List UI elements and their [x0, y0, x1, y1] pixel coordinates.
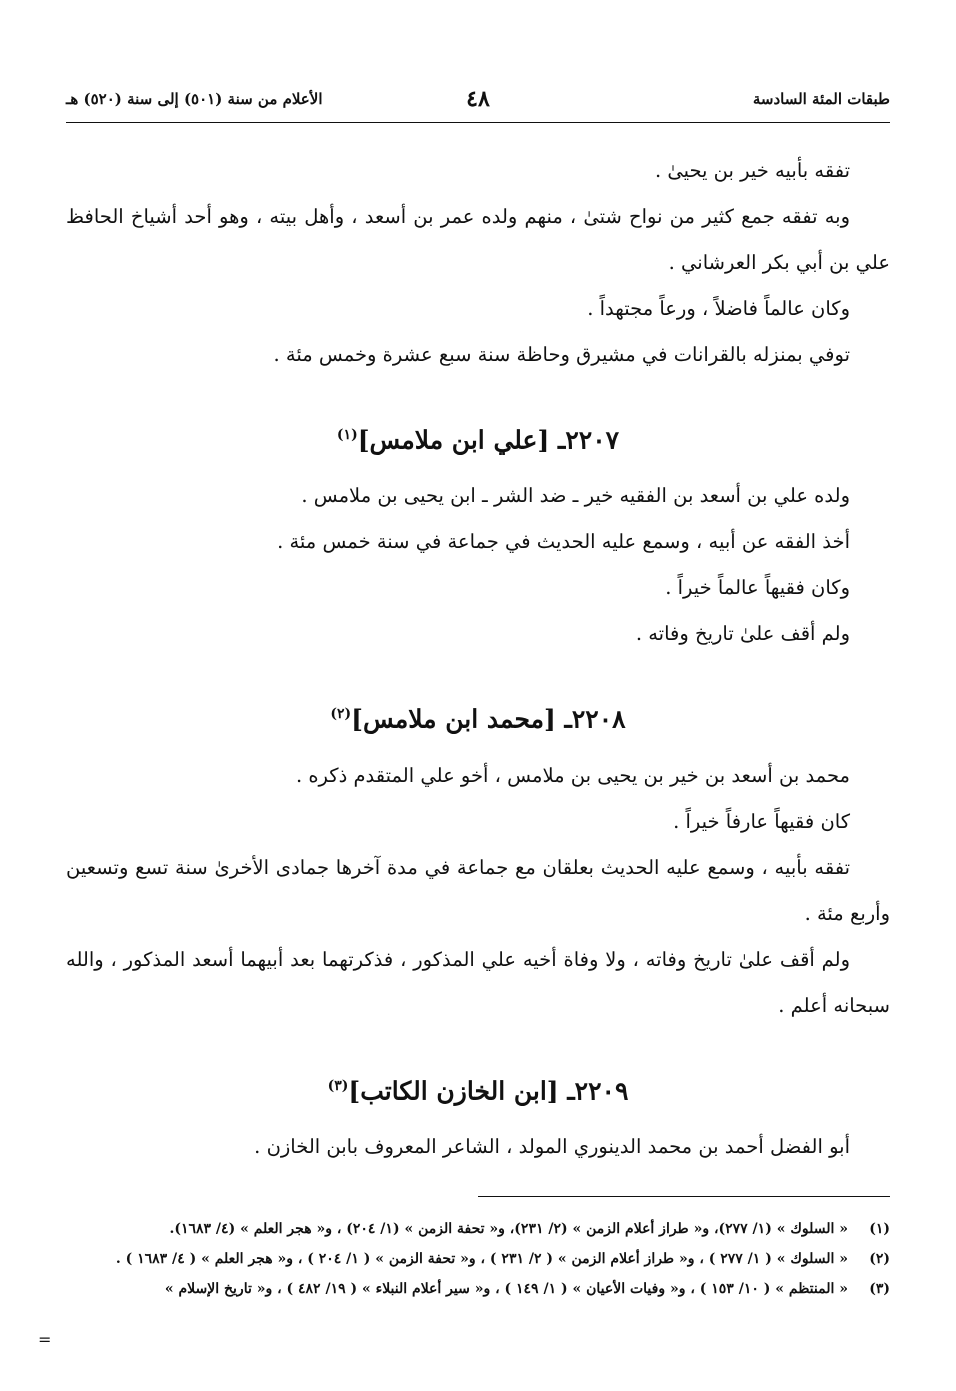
paragraph: أخذ الفقه عن أبيه ، وسمع عليه الحديث في جماعة في سنة خمس مئة .: [277, 530, 850, 554]
header-volume-range: الأعلام من سنة (٥٠١) إلى سنة (٥٢٠) هـ: [66, 90, 323, 108]
footnote-text: « السلوك » ( ١/ ٢٧٧ ) ، و« طراز أعلام الزمن » ( ٢/ ٢٣١ ) ، و« تحفة الزمن » ( ١/ ٢٠٤ ) ، و« هجر العلم » ( ٤/ ١٦٨٣ ) .: [115, 1251, 848, 1267]
paragraph: وكان فقيهاً عالماً خيراً .: [665, 576, 850, 600]
paragraph: توفي بمنزله بالقرانات في مشيرق وحاظة سنة سبع عشرة وخمس مئة .: [273, 343, 850, 366]
footnotes: [60, 1214, 890, 1304]
footnote-number: (١): [869, 1221, 890, 1237]
paragraph: وكان عالماً فاضلاً ، ورعاً مجتهداً .: [587, 297, 850, 320]
header-rule: [66, 122, 890, 123]
footnote-rule: [478, 1196, 890, 1197]
paragraph: ولم أقف علىٰ تاريخ وفاته ، ولا وفاة أخيه علي المذكور ، فذكرتهما بعد أبيهما أسعد المذكور ، والله سبحانه أعلم .: [66, 947, 890, 1017]
footnote-text: « السلوك » (١/ ٢٧٧)، و« طراز أعلام الزمن » (٢/ ٢٣١)، و« تحفة الزمن » (١/ ٢٠٤) ، و« هجر العلم » (٤/ ١٦٨٣).: [169, 1221, 848, 1237]
continuation-mark: =: [38, 1330, 52, 1349]
page-body: [66, 148, 890, 1170]
entry-title-2208: [66, 691, 890, 742]
paragraph: أبو الفضل أحمد بن محمد الدينوري المولد ، الشاعر المعروف بابن الخازن .: [254, 1134, 850, 1158]
paragraph: تفقه بأبيه خير بن يحيىٰ .: [654, 159, 850, 182]
paragraph: محمد بن أسعد بن خير بن يحيى بن ملامس ، أخو علي المتقدم ذكره .: [295, 763, 850, 787]
footnote-ref: (٣): [327, 1077, 349, 1094]
footnote-ref: (١): [336, 427, 358, 443]
header-book-title: طبقات المئة السادسة: [752, 90, 890, 108]
entry-title-text: ٢٢٠٩ـ [ابن الخازن الكاتب]: [348, 1075, 629, 1105]
entry-title-2207: [66, 412, 890, 463]
entry-title-text: ٢٢٠٧ـ [علي ابن ملامس]: [357, 425, 620, 455]
footnote-1: [60, 1214, 890, 1244]
page-number: ٤٨: [466, 86, 490, 112]
paragraph: وبه تفقه جمع كثير من نواح شتىٰ ، منهم ولده عمر بن أسعد ، وأهل بيته ، وهو أحد أشياخ الحافظ علي بن أبي بكر العرشاني .: [66, 205, 890, 274]
paragraph: ولده علي بن أسعد بن الفقيه خير ـ ضد الشر ـ ابن يحيى بن ملامس .: [301, 484, 850, 508]
paragraph: تفقه بأبيه ، وسمع عليه الحديث بعلقان مع جماعة في مدة آخرها جمادى الأخرىٰ سنة تسع وتسعين وأربع مئة .: [66, 855, 890, 925]
paragraph: ولم أقف علىٰ تاريخ وفاته .: [635, 622, 850, 646]
running-header: [66, 86, 890, 120]
entry-title-text: ٢٢٠٨ـ [محمد ابن ملامس]: [351, 704, 626, 734]
footnote-number: (٢): [869, 1251, 890, 1267]
footnote-3: [60, 1274, 890, 1304]
paragraph: كان فقيهاً عارفاً خيراً .: [673, 809, 850, 833]
footnote-text: « المنتظم » ( ١٠/ ١٥٣ ) ، و« وفيات الأعيان » ( ١/ ١٤٩ ) ، و« سير أعلام النبلاء » ( ١٩/ ٤٨٢ ) ، و« تاريخ الإسلام »: [164, 1281, 848, 1297]
footnote-2: [60, 1244, 890, 1274]
footnote-number: (٣): [869, 1281, 890, 1297]
footnote-ref: (٢): [330, 706, 352, 723]
entry-title-2209: [66, 1063, 890, 1114]
